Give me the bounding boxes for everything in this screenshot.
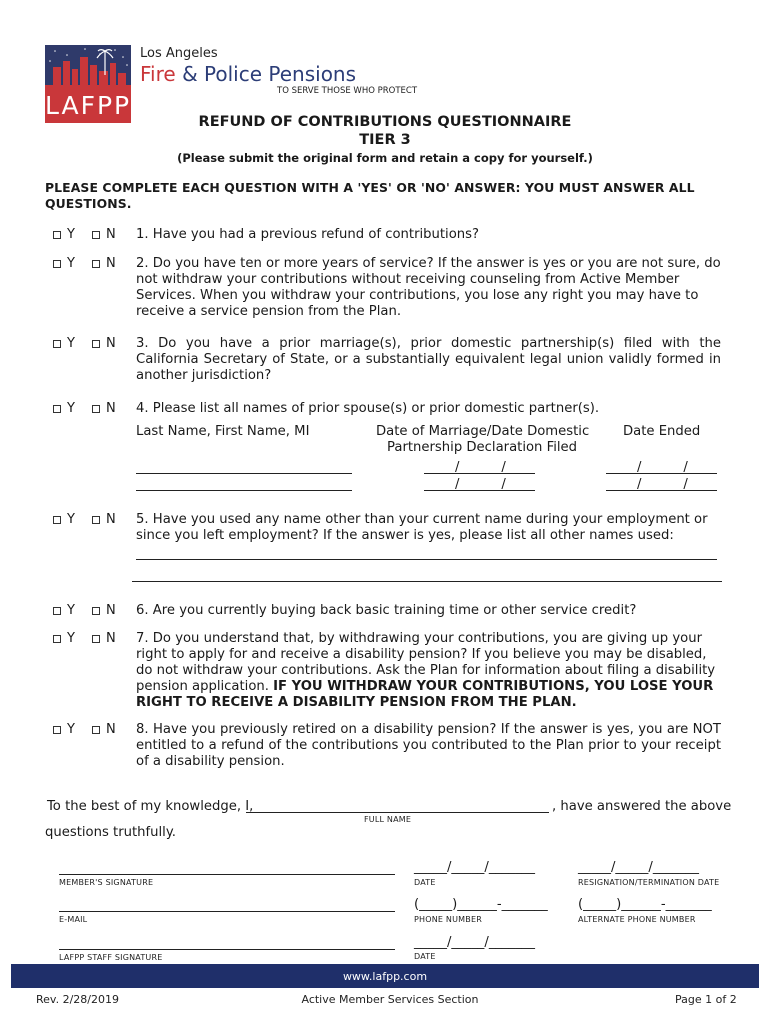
date-slash-4: / / [637, 477, 688, 492]
q2-yes-checkbox[interactable] [53, 256, 75, 271]
attest-line2: questions truthfully. [45, 825, 176, 840]
form-title: REFUND OF CONTRIBUTIONS QUESTIONNAIRE [198, 114, 572, 130]
no-label: N [106, 603, 116, 618]
q8-no-checkbox[interactable] [92, 722, 116, 737]
q4-col-date-marriage-2: Partnership Declaration Filed [387, 440, 578, 455]
date-label: DATE [414, 878, 436, 887]
org-fire: Fire [140, 62, 176, 86]
q4-no-checkbox[interactable] [92, 401, 116, 416]
q6-no-checkbox[interactable] [92, 603, 116, 618]
email-field[interactable] [59, 911, 395, 912]
staff-signature-label: LAFPP STAFF SIGNATURE [59, 953, 163, 962]
checkbox-icon [53, 607, 61, 615]
yes-label: Y [67, 336, 75, 351]
q3-no-checkbox[interactable] [92, 336, 116, 351]
date-field[interactable]: _____/_____/_______ [414, 860, 535, 875]
checkbox-icon [53, 726, 61, 734]
spouse-name-field-2[interactable] [136, 490, 352, 491]
question-4: 4. Please list all names of prior spouse(s) or prior domestic partner(s). [136, 401, 600, 416]
member-signature-field[interactable] [59, 874, 395, 875]
q3-yes-checkbox[interactable] [53, 336, 75, 351]
no-label: N [106, 336, 116, 351]
lafpp-logo [45, 45, 131, 123]
q4-col-name: Last Name, First Name, MI [136, 424, 310, 439]
q1-no-checkbox[interactable] [92, 227, 116, 242]
logo-text: LAFPP [45, 91, 131, 120]
instruction: PLEASE COMPLETE EACH QUESTION WITH A 'YES' OR 'NO' ANSWER: YOU MUST ANSWER ALL QUESTIONS. [45, 180, 695, 211]
checkbox-icon [53, 340, 61, 348]
yes-label: Y [67, 603, 75, 618]
phone-label: PHONE NUMBER [414, 915, 482, 924]
q7-yes-checkbox[interactable] [53, 631, 75, 646]
alt-phone-field[interactable]: (_____)______-_______ [578, 897, 712, 912]
logo-skyline [45, 45, 131, 85]
full-name-label: FULL NAME [364, 815, 412, 824]
resignation-date-field[interactable]: _____/_____/_______ [578, 860, 699, 875]
question-8: 8. Have you previously retired on a disability pension? If the answer is yes, you are NOT entitled to a refund of the contributions you contributed to the Plan prior to your receipt of a disability pension. [136, 722, 721, 769]
question-2: 2. Do you have ten or more years of service? If the answer is yes or you are not sure, do not withdraw your contributions without receiving counseling from Active Member Services. When you withdraw your contributions, you lose any right you may have to receive a service pension from the Plan. [136, 256, 721, 319]
yes-label: Y [67, 512, 75, 527]
q8-yes-checkbox[interactable] [53, 722, 75, 737]
q7-no-checkbox[interactable] [92, 631, 116, 646]
date-slash-2: / / [455, 477, 506, 492]
skyline-icon [45, 45, 131, 85]
question-6: 6. Are you currently buying back basic training time or other service credit? [136, 603, 637, 618]
q7-warning: IF YOU WITHDRAW YOUR CONTRIBUTIONS, YOU LOSE YOUR RIGHT TO RECEIVE A DISABILITY PENSION FROM THE PLAN. [136, 679, 714, 710]
question-3: 3. Do you have a prior marriage(s), prior domestic partnership(s) filed with the California Secretary of State, or a substantially equivalent legal union validly formed in another jurisdiction? [136, 336, 721, 383]
checkbox-icon [92, 231, 100, 239]
checkbox-icon [92, 607, 100, 615]
email-label: E-MAIL [59, 915, 88, 924]
no-label: N [106, 401, 116, 416]
other-names-field-2[interactable] [132, 581, 722, 582]
alt-phone-label: ALTERNATE PHONE NUMBER [578, 915, 696, 924]
yes-label: Y [67, 227, 75, 242]
org-rest: Police Pensions [204, 62, 357, 86]
q4-col-date-marriage: Date of Marriage/Date Domestic [376, 424, 590, 439]
attest-prefix: To the best of my knowledge, I, [47, 799, 254, 814]
footer-url[interactable]: www.lafpp.com [342, 969, 428, 983]
yes-label: Y [67, 631, 75, 646]
q6-yes-checkbox[interactable] [53, 603, 75, 618]
checkbox-icon [53, 516, 61, 524]
date-slash-1: / / [455, 460, 506, 475]
checkbox-icon [53, 635, 61, 643]
yes-label: Y [67, 401, 75, 416]
q2-no-checkbox[interactable] [92, 256, 116, 271]
footer-section: Active Member Services Section [301, 993, 479, 1006]
header-city: Los Angeles [140, 46, 218, 61]
no-label: N [106, 227, 116, 242]
footer-bar [11, 964, 759, 988]
checkbox-icon [53, 405, 61, 413]
checkbox-icon [92, 340, 100, 348]
q1-yes-checkbox[interactable] [53, 227, 75, 242]
spouse-name-field-1[interactable] [136, 473, 352, 474]
question-5: 5. Have you used any name other than your current name during your employment or since you left employment? If the answer is yes, please list all other names used: [136, 512, 708, 543]
phone-field[interactable]: (_____)______-_______ [414, 897, 548, 912]
no-label: N [106, 631, 116, 646]
checkbox-icon [53, 231, 61, 239]
other-names-field-1[interactable] [136, 559, 717, 560]
question-7 [136, 631, 721, 711]
checkbox-icon [53, 260, 61, 268]
checkbox-icon [92, 516, 100, 524]
checkbox-icon [92, 726, 100, 734]
org-amp: & [182, 62, 198, 86]
q5-yes-checkbox[interactable] [53, 512, 75, 527]
checkbox-icon [92, 635, 100, 643]
date-slash-3: / / [637, 460, 688, 475]
form-note: (Please submit the original form and retain a copy for yourself.) [177, 151, 593, 165]
q7-text: 7. Do you understand that, by withdrawing your contributions, you are giving up your right to apply for and receive a disability pension? If you believe you may be disabled, do not withdraw your contributions. Ask the Plan for information about filing a disability pension application. [136, 631, 716, 694]
question-1: 1. Have you had a previous refund of contributions? [136, 227, 480, 242]
staff-date-label: DATE [414, 952, 436, 961]
no-label: N [106, 256, 116, 271]
q4-yes-checkbox[interactable] [53, 401, 75, 416]
header-org-name [140, 62, 356, 86]
staff-signature-field[interactable] [59, 949, 395, 950]
no-label: N [106, 512, 116, 527]
no-label: N [106, 722, 116, 737]
attest-suffix: , have answered the above [552, 799, 732, 814]
checkbox-icon [92, 405, 100, 413]
member-signature-label: MEMBER'S SIGNATURE [59, 878, 154, 887]
footer-page: Page 1 of 2 [675, 993, 737, 1006]
full-name-field[interactable] [246, 812, 549, 813]
staff-date-field[interactable]: _____/_____/_______ [414, 935, 535, 950]
header-tagline: TO SERVE THOSE WHO PROTECT [277, 86, 418, 96]
resignation-date-label: RESIGNATION/TERMINATION DATE [578, 878, 720, 887]
yes-label: Y [67, 722, 75, 737]
q4-col-date-ended: Date Ended [623, 424, 701, 439]
footer-revision: Rev. 2/28/2019 [36, 993, 119, 1006]
yes-label: Y [67, 256, 75, 271]
q5-no-checkbox[interactable] [92, 512, 116, 527]
form-subtitle: TIER 3 [359, 132, 411, 148]
checkbox-icon [92, 260, 100, 268]
